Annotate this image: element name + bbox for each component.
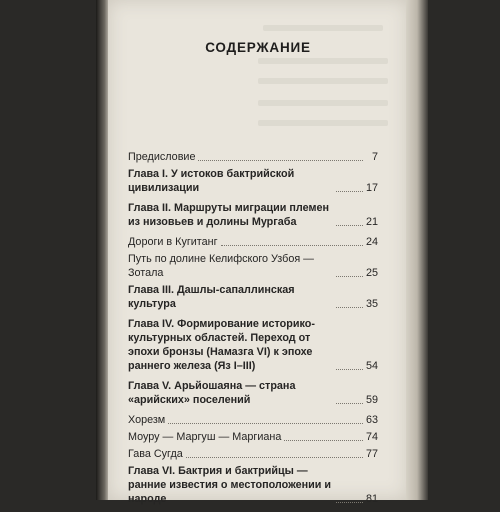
toc-entry-title: Глава V. Арьйошаяна — страна «арийских» поселений — [128, 380, 296, 406]
table-of-contents — [128, 150, 378, 512]
toc-page-number: 17 — [365, 182, 378, 194]
toc-entry-title: Глава IV. Формирование историко-культурных областей. Переход от эпохи бронзы (Намазга VI) к эпохе раннего железа (Яз I–III) — [128, 318, 315, 372]
toc-page-number: 7 — [371, 151, 378, 163]
toc-entry-title: Дороги в Кугитанг — [128, 236, 218, 248]
toc-page-number: 77 — [365, 448, 378, 460]
toc-entry[interactable] — [128, 150, 378, 164]
toc-entry[interactable] — [128, 235, 378, 249]
toc-entry-title: Глава II. Маршруты миграции племен из низовьев и долины Мургаба — [128, 202, 330, 228]
toc-entry-title: Глава III. Дашлы-сапаллинская культура — [128, 284, 295, 310]
toc-entry-title: Глава VI. Бактрия и бактрийцы — ранние известия о местоположении и народе — [128, 465, 332, 505]
dot-leader — [336, 307, 363, 308]
toc-entry[interactable] — [128, 252, 378, 280]
toc-entry[interactable] — [128, 447, 378, 461]
toc-entry[interactable] — [128, 413, 378, 427]
toc-entry[interactable] — [128, 430, 378, 444]
toc-page-number: 24 — [365, 236, 378, 248]
toc-entry-title: Хорезм — [128, 414, 166, 426]
dot-leader — [336, 369, 363, 370]
book-page — [108, 0, 408, 505]
toc-entry[interactable] — [128, 283, 378, 311]
dot-leader — [336, 502, 363, 503]
toc-page-number: 59 — [365, 394, 378, 406]
toc-page-number: 81 — [365, 493, 378, 505]
toc-entry-title: Моуру — Маргуш — Маргиана — [128, 431, 282, 443]
toc-page-number: 74 — [365, 431, 378, 443]
toc-page-number: 25 — [365, 267, 378, 279]
toc-page-number: 35 — [365, 298, 378, 310]
book-page-edge — [406, 0, 428, 500]
toc-entry-title: Путь по долине Келифского Узбоя — Зотала — [128, 253, 314, 279]
toc-page-number: 63 — [365, 414, 378, 426]
dot-leader — [336, 191, 363, 192]
toc-entry[interactable] — [128, 379, 378, 407]
toc-page-number: 54 — [365, 360, 378, 372]
dot-leader — [336, 276, 363, 277]
toc-entry[interactable] — [128, 167, 378, 195]
toc-entry[interactable] — [128, 201, 378, 229]
toc-entry-title: Предисловие — [128, 151, 196, 163]
dot-leader — [221, 245, 363, 246]
dot-leader — [168, 423, 363, 424]
dot-leader — [336, 225, 363, 226]
toc-entry-title: Гава Сугда — [128, 448, 183, 460]
toc-entry[interactable] — [128, 317, 378, 373]
page-title: СОДЕРЖАНИЕ — [205, 40, 311, 55]
dot-leader — [198, 160, 363, 161]
toc-entry-title: Глава I. У истоков бактрийской цивилизации — [128, 168, 295, 194]
toc-page-number: 21 — [365, 216, 378, 228]
dot-leader — [336, 403, 363, 404]
dot-leader — [284, 440, 363, 441]
dot-leader — [186, 457, 363, 458]
